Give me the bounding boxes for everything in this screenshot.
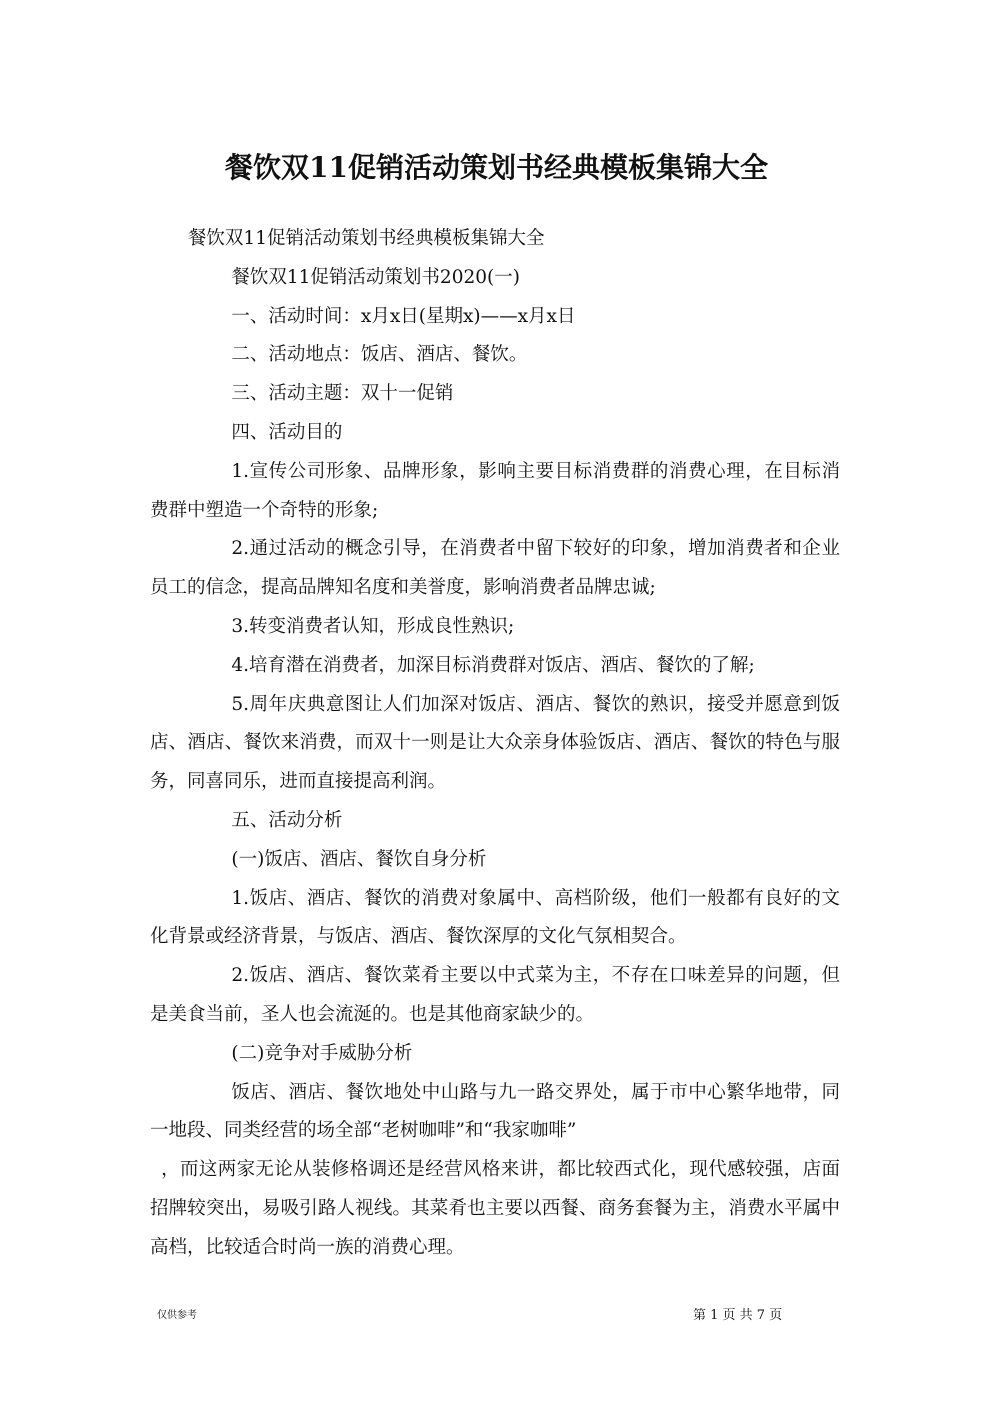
paragraph-competitor-continued: ，而这两家无论从装修格调还是经营风格来讲，都比较西式化，现代感较强，店面招牌较突出，易吸引路人视线。其菜肴也主要以西餐、商务套餐为主，消费水平属中高档，比较适合时尚一族的消费心理。 bbox=[150, 1159, 840, 1258]
paragraph-self-analysis-2: 2.饭店、酒店、餐饮菜肴主要以中式菜为主，不存在口味差异的问题，但是美食当前，圣人也会流涎的。也是其他商家缺少的。 bbox=[150, 965, 840, 1025]
paragraph-intro-title: 餐饮双11促销活动策划书经典模板集锦大全 bbox=[187, 228, 545, 249]
paragraph-plan-heading: 餐饮双11促销活动策划书2020(一) bbox=[231, 266, 520, 288]
document-title: 餐饮双11促销活动策划书经典模板集锦大全 bbox=[225, 151, 768, 184]
document-body bbox=[150, 220, 840, 1268]
paragraph-competitor-detail: 饭店、酒店、餐饮地处中山路与九一路交界处，属于市中心繁华地带，同一地段、同类经营的场全部“老树咖啡”和“我家咖啡” bbox=[150, 1081, 840, 1142]
paragraph-purpose-3: 3.转变消费者认知，形成良性熟识; bbox=[231, 615, 515, 637]
paragraph-self-analysis-1: 1.饭店、酒店、餐饮的消费对象属中、高档阶级，他们一般都有良好的文化背景或经济背景，与饭店、酒店、餐饮深厚的文化气氛相契合。 bbox=[150, 887, 840, 948]
paragraph-activity-theme: 三、活动主题：双十一促销 bbox=[231, 383, 454, 405]
paragraph-activity-location: 二、活动地点：饭店、酒店、餐饮。 bbox=[231, 344, 528, 366]
page-footer bbox=[0, 1306, 993, 1326]
paragraph-purpose-1: 1.宣传公司形象、品牌形象，影响主要目标消费群的消费心理，在目标消费群中塑造一个奇特的形象; bbox=[150, 460, 840, 521]
footer-reference-note: 仅供参考 bbox=[157, 1310, 197, 1321]
paragraph-activity-analysis: 五、活动分析 bbox=[231, 809, 343, 831]
paragraph-competitor-analysis: (二)竞争对手威胁分析 bbox=[231, 1042, 413, 1064]
paragraph-activity-time: 一、活动时间：x月x日(星期x)——x月x日 bbox=[231, 305, 576, 327]
footer-page-indicator: 第 1 页 共 7 页 bbox=[693, 1308, 783, 1323]
paragraph-purpose-2: 2.通过活动的概念引导，在消费者中留下较好的印象，增加消费者和企业员工的信念，提高品牌知名度和美誉度，影响消费者品牌忠诚; bbox=[150, 538, 840, 599]
paragraph-self-analysis: (一)饭店、酒店、餐饮自身分析 bbox=[231, 848, 487, 870]
paragraph-purpose-4: 4.培育潜在消费者，加深目标消费群对饭店、酒店、餐饮的了解; bbox=[231, 654, 755, 676]
paragraph-purpose-5: 5.周年庆典意图让人们加深对饭店、酒店、餐饮的熟识，接受并愿意到饭店、酒店、餐饮来消费，而双十一则是让大众亲身体验饭店、酒店、餐饮的特色与服务，同喜同乐，进而直接提高利润。 bbox=[150, 693, 840, 793]
paragraph-activity-purpose: 四、活动目的 bbox=[231, 421, 343, 443]
